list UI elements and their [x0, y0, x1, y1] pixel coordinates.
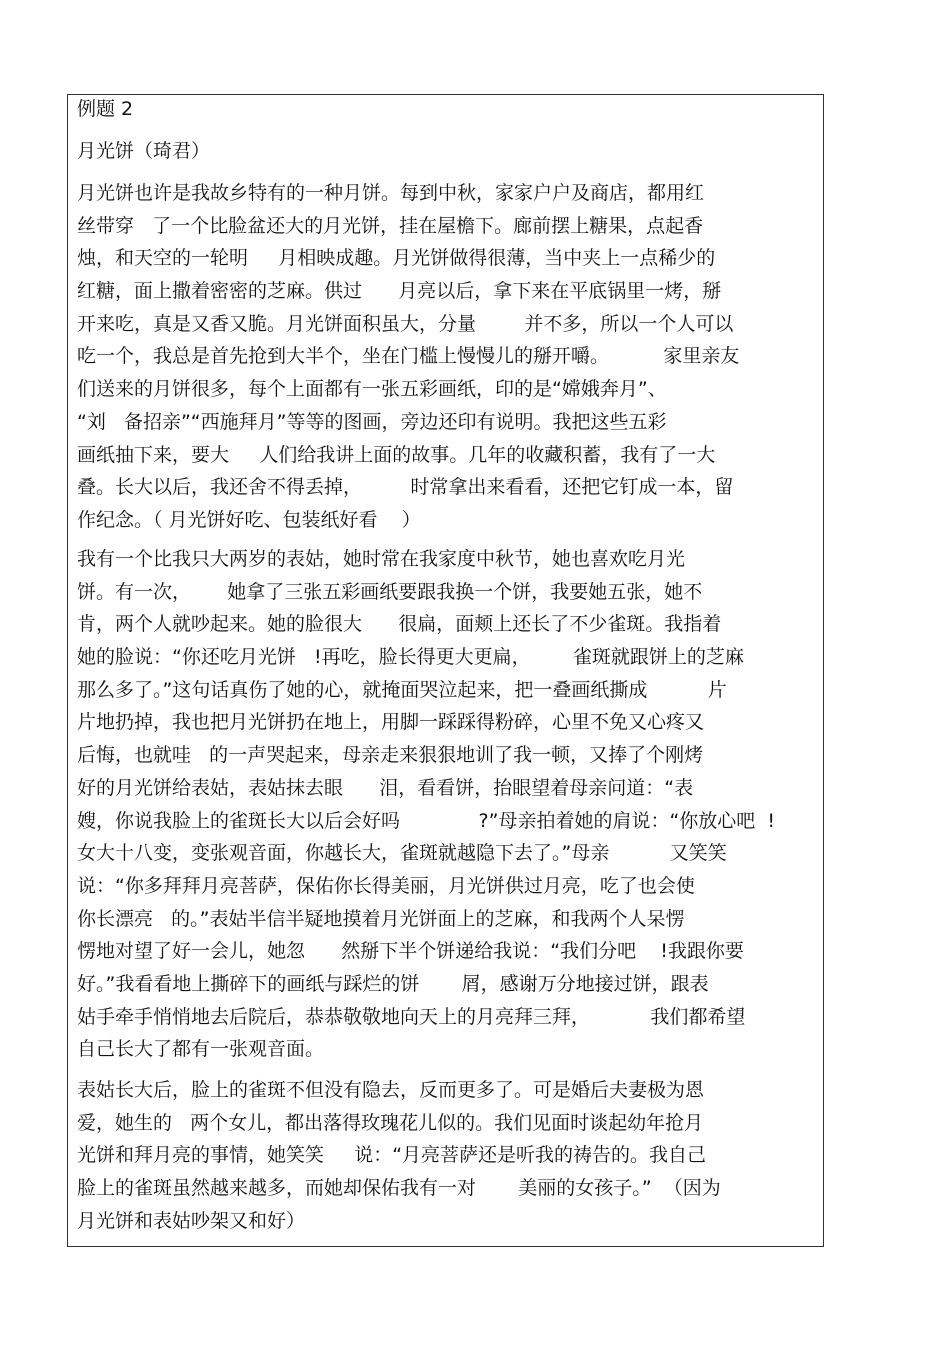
text-line: 饼。有一次， 她拿了三张五彩画纸要跟我换一个饼，我要她五张，她不 — [77, 580, 703, 603]
text-line: 嫂，你说我脸上的雀斑长大以后会好吗 ?”母亲拍着她的肩说：“你放心吧 ! — [77, 809, 775, 832]
paragraph — [77, 177, 812, 537]
text-line: 吃一个，我总是首先抢到大半个，坐在门槛上慢慢儿的掰开嚼。 家里亲友 — [77, 345, 740, 368]
text-line: 说：“你多拜拜月亮菩萨，保佑你长得美丽，月光饼供过月亮，吃了也会使 — [77, 874, 695, 897]
text-line: 女大十八变，变张观音面，你越长大，雀斑就越隐下去了。”母亲 又笑笑 — [77, 842, 727, 865]
text-line: 肯，两个人就吵起来。她的脸很大 很扁，面颊上还长了不少雀斑。我指着 — [77, 613, 722, 636]
text-line: 愣地对望了好一会儿，她忽 然掰下半个饼递给我说：“我们分吧 !我跟你要 — [77, 940, 744, 963]
text-line: 表姑长大后，脸上的雀斑不但没有隐去，反而更多了。可是婚后夫妻极为恩 — [77, 1079, 705, 1101]
text-line: 叠。长大以后，我还舍不得丢掉， 时常拿出来看看，还把它钉成一本，留 — [77, 476, 734, 499]
essay-title: 月光饼（琦君） — [77, 140, 211, 162]
example-heading: 例题 2 — [77, 98, 134, 120]
text-line: 那么多了。”这句话真伤了她的心，就掩面哭泣起来，把一叠画纸撕成 片 — [77, 678, 727, 701]
text-line: 们送来的月饼很多，每个上面都有一张五彩画纸，印的是“嫦娥奔月”、 — [77, 378, 667, 401]
text-line: 片地扔掉，我也把月光饼扔在地上，用脚一踩踩得粉碎，心里不免又心疼又 — [77, 711, 705, 734]
text-line: 红糖，面上撒着密密的芝麻。供过 月亮以后，拿下来在平底锅里一烤，掰 — [77, 280, 722, 303]
text-line: 爱，她生的 两个女儿，都出落得玫瑰花儿似的。我们见面时谈起幼年抢月 — [77, 1111, 704, 1134]
text-line: 后悔，也就哇 的一声哭起来，母亲走来狠狠地训了我一顿，又捧了个刚烤 — [77, 744, 704, 767]
text-line: 开来吃，真是又香又脆。月光饼面积虽大，分量 并不多，所以一个人可以 — [77, 312, 734, 335]
text-line: 烛，和天空的一轮明 月相映成趣。月光饼做得很薄，当中夹上一点稀少的 — [77, 247, 716, 270]
text-line: 好。”我看看地上撕碎下的画纸与踩烂的饼 屑，感谢万分地接过饼，跟表 — [77, 972, 709, 995]
text-line: 月光饼也许是我故乡特有的一种月饼。每到中秋，家家户户及商店，都用红 — [77, 182, 705, 204]
text-line: 好的月光饼给表姑，表姑抹去眼 泪，看看饼，抬眼望着母亲问道：“表 — [77, 776, 694, 799]
text-line: 姑手牵手悄悄地去后院后，恭恭敬敬地向天上的月亮拜三拜， 我们都希望 — [77, 1005, 746, 1028]
text-line: 我有一个比我只大两岁的表姑，她时常在我家度中秋节，她也喜欢吃月光 — [77, 548, 686, 570]
text-line: 丝带穿 了一个比脸盆还大的月光饼，挂在屋檐下。廊前摆上糖果，点起香 — [77, 214, 704, 237]
text-line: 她的脸说：“你还吃月光饼 !再吃，脸长得更大更扁， 雀斑就跟饼上的芝麻 — [77, 646, 744, 669]
text-line: “刘 备招亲”“西施拜月”等等的图画，旁边还印有说明。我把这些五彩 — [77, 410, 667, 433]
paragraph — [77, 1074, 812, 1237]
text-line: 月光饼和表姑吵架又和好） — [77, 1209, 306, 1232]
text-line: 画纸抽下来，要大 人们给我讲上面的故事。几年的收藏积蓄，我有了一大 — [77, 443, 716, 466]
paragraph — [77, 543, 812, 1066]
text-line: 自己长大了都有一张观音面。 — [77, 1038, 325, 1061]
text-line: 脸上的雀斑虽然越来越多，而她却保佑我有一对 美丽的女孩子。” （因为 — [77, 1177, 721, 1200]
text-line: 作纪念。（ 月光饼好吃、包装纸好看 ） — [77, 508, 421, 531]
text-line: 你长漂亮 的。”表姑半信半疑地摸着月光饼面上的芝麻，和我两个人呆愣 — [77, 907, 685, 930]
text-line: 光饼和拜月亮的事情，她笑笑 说：“月亮菩萨还是听我的祷告的。我自己 — [77, 1144, 707, 1167]
